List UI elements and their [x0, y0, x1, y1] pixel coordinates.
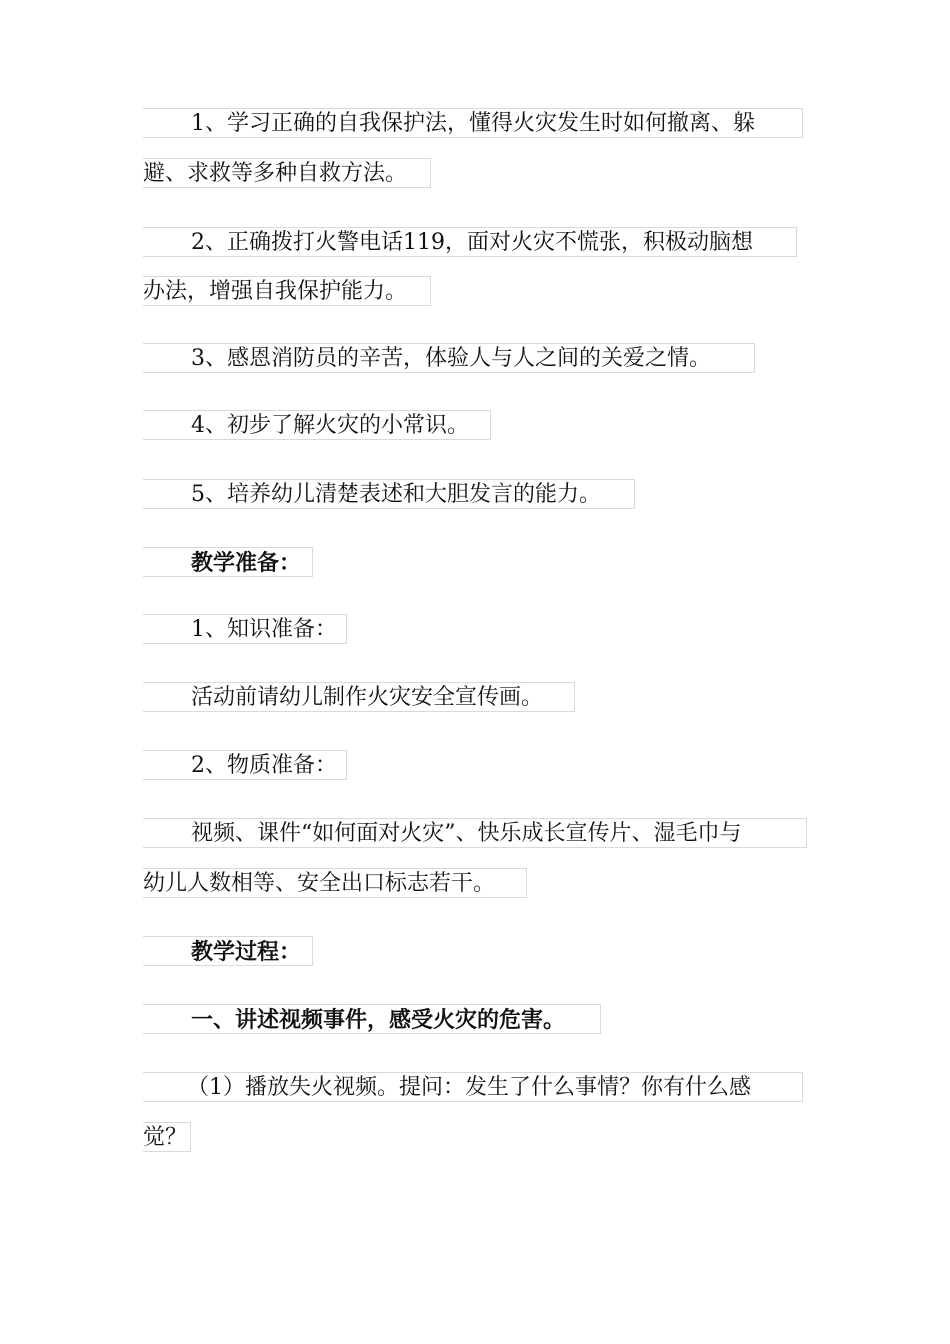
preparation-2-line-1: 视频、课件“如何面对火灾”、快乐成长宣传片、湿毛巾与	[143, 818, 807, 848]
heading-teaching-preparation: 教学准备：	[143, 547, 313, 577]
preparation-1-text: 活动前请幼儿制作火灾安全宣传画。	[143, 682, 575, 712]
heading-teaching-process: 教学过程：	[143, 936, 313, 966]
preparation-1-heading: 1、知识准备：	[143, 614, 347, 644]
objective-3: 3、感恩消防员的辛苦，体验人与人之间的关爱之情。	[143, 343, 755, 373]
objective-1-line-2: 避、求救等多种自救方法。	[143, 158, 431, 188]
objective-1-line-1: 1、学习正确的自我保护法，懂得火灾发生时如何撤离、躲	[143, 108, 803, 138]
process-step-1-text-line-2: 觉？	[143, 1122, 191, 1152]
preparation-2-line-2: 幼儿人数相等、安全出口标志若干。	[143, 868, 527, 898]
process-step-1-text-line-1: （1）播放失火视频。提问：发生了什么事情？你有什么感	[143, 1072, 803, 1102]
preparation-2-heading: 2、物质准备：	[143, 750, 347, 780]
objective-4: 4、初步了解火灾的小常识。	[143, 410, 491, 440]
process-step-1-heading: 一、讲述视频事件，感受火灾的危害。	[143, 1004, 601, 1034]
objective-2-line-2: 办法，增强自我保护能力。	[143, 276, 431, 306]
objective-2-line-1: 2、正确拨打火警电话119，面对火灾不慌张，积极动脑想	[143, 227, 797, 257]
objective-5: 5、培养幼儿清楚表述和大胆发言的能力。	[143, 479, 635, 509]
